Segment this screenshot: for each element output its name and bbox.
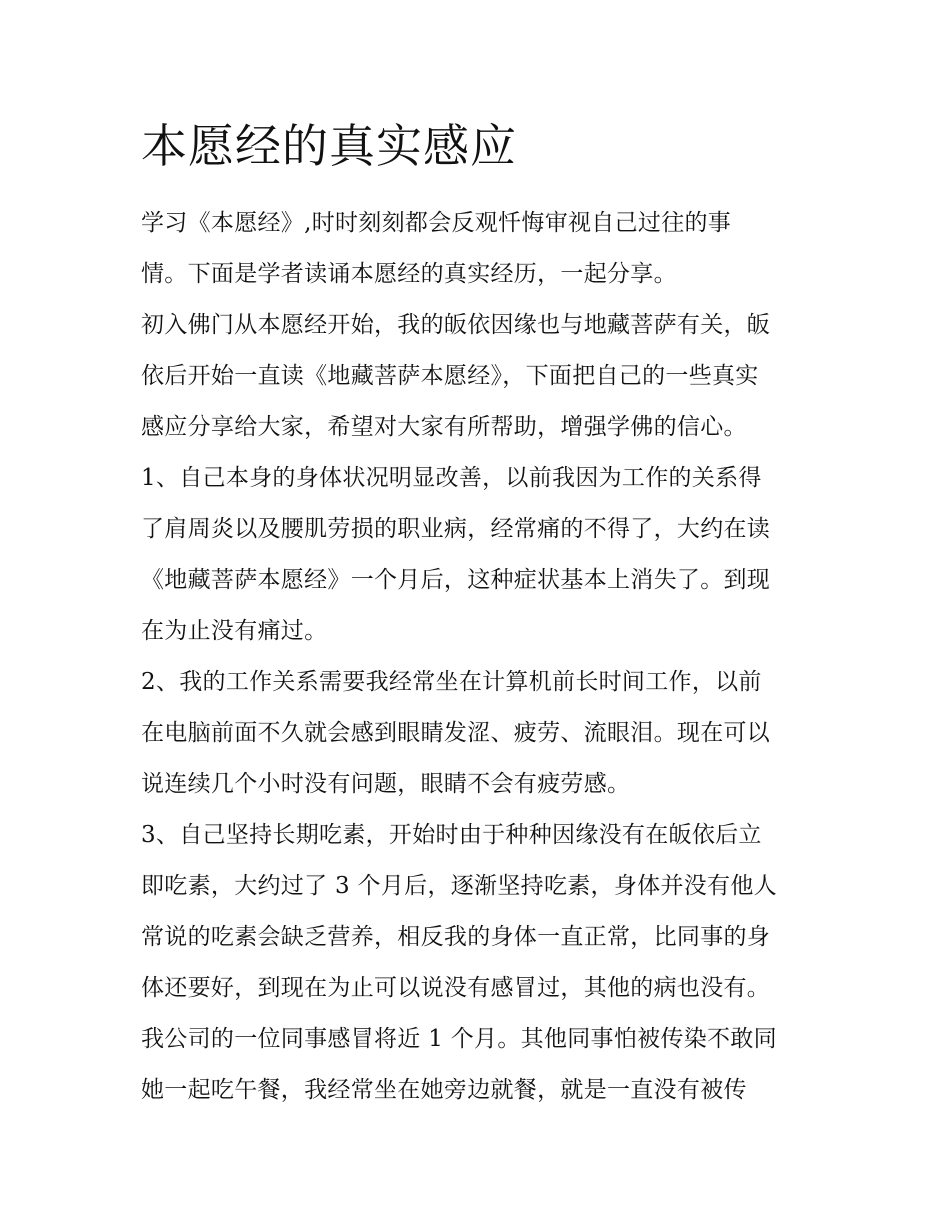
text-line: 依后开始一直读《地藏菩萨本愿经》，下面把自己的一些真实 bbox=[141, 363, 759, 389]
document-title: 本愿经的真实感应 bbox=[141, 119, 517, 173]
text-line: 3、自己坚持长期吃素，开始时由于种种因缘没有在皈依后立 bbox=[141, 822, 762, 848]
text-line: 体还要好，到现在为止可以说没有感冒过，其他的病也没有。 bbox=[141, 975, 771, 1001]
text-line: 学习《本愿经》,时时刻刻都会反观忏悔审视自己过往的事 bbox=[141, 210, 732, 236]
text-line: 2、我的工作关系需要我经常坐在计算机前长时间工作，以前 bbox=[141, 669, 762, 695]
text-line: 我公司的一位同事感冒将近 1 个月。其他同事怕被传染不敢同 bbox=[141, 1026, 777, 1052]
text-line: 即吃素，大约过了 3 个月后，逐渐坚持吃素，身体并没有他人 bbox=[141, 873, 777, 899]
text-line: 常说的吃素会缺乏营养，相反我的身体一直正常，比同事的身 bbox=[141, 924, 771, 950]
text-line: 说连续几个小时没有问题，眼睛不会有疲劳感。 bbox=[141, 771, 631, 797]
text-line: 感应分享给大家，希望对大家有所帮助，增强学佛的信心。 bbox=[141, 414, 747, 440]
text-line: 情。下面是学者读诵本愿经的真实经历，一起分享。 bbox=[141, 261, 677, 287]
paragraph-block bbox=[141, 198, 821, 1116]
text-line: 在为止没有痛过。 bbox=[141, 618, 328, 644]
text-line: 她一起吃午餐，我经常坐在她旁边就餐，就是一直没有被传 bbox=[141, 1077, 747, 1103]
text-line: 《地藏菩萨本愿经》一个月后，这种症状基本上消失了。到现 bbox=[141, 567, 771, 593]
text-line: 了肩周炎以及腰肌劳损的职业病，经常痛的不得了，大约在读 bbox=[141, 516, 771, 542]
document-body bbox=[141, 110, 821, 1116]
text-line: 在电脑前面不久就会感到眼睛发涩、疲劳、流眼泪。现在可以 bbox=[141, 720, 771, 746]
text-line: 1、自己本身的身体状况明显改善，以前我因为工作的关系得 bbox=[141, 465, 762, 491]
text-line: 初入佛门从本愿经开始，我的皈依因缘也与地藏菩萨有关，皈 bbox=[141, 312, 771, 338]
